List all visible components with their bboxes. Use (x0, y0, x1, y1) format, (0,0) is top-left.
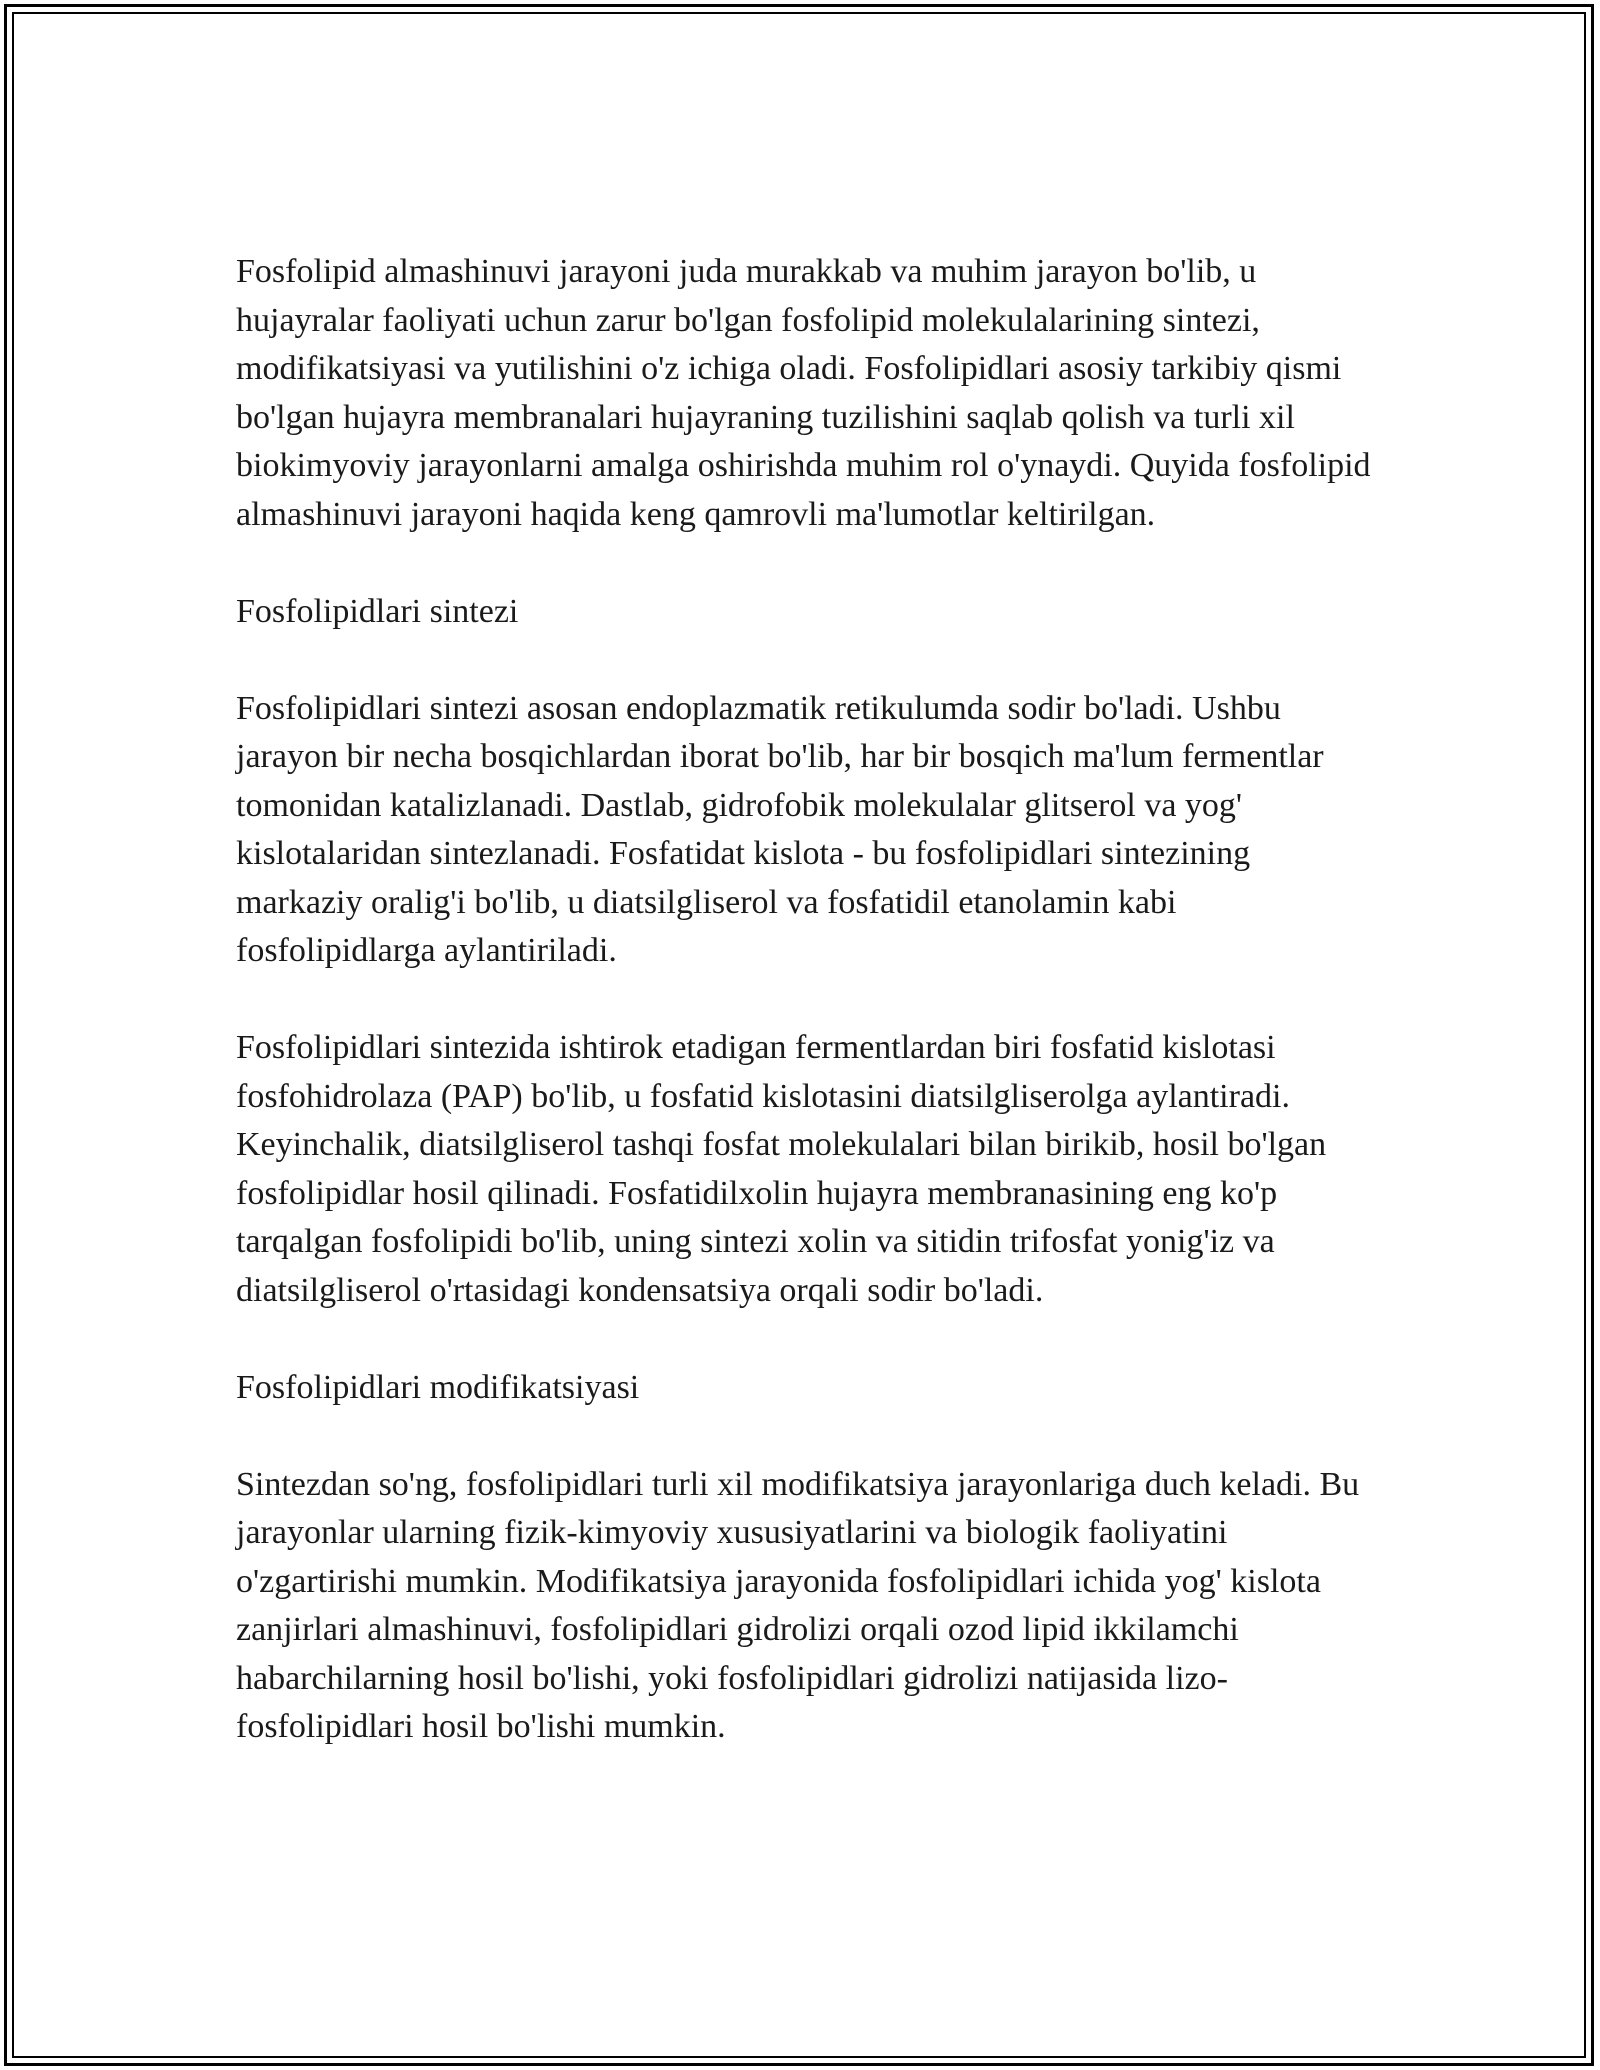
synthesis-paragraph-1: Fosfolipidlari sintezi asosan endoplazmatik retikulumda sodir bo'ladi. Ushbu jarayon bir necha bosqichlardan iborat bo'lib, har bir bosqich ma'lum fermentlar tomonidan katalizlanadi. Dastlab, gidrofobik molekulalar glitserol va yog' kislotalaridan sintezlanadi. Fosfatidat kislota - bu fosfolipidlari sintezining markaziy oralig'i bo'lib, u diatsilgliserol va fosfatidil etanolamin kabi fosfolipidlarga aylantiriladi. (236, 689, 1324, 969)
section-heading-synthesis: Fosfolipidlari sintezi (236, 592, 519, 630)
document-body (236, 248, 1376, 1800)
section-heading-modification: Fosfolipidlari modifikatsiyasi (236, 1368, 640, 1406)
synthesis-paragraph-2: Fosfolipidlari sintezida ishtirok etadigan fermentlardan biri fosfatid kislotasi fosfohidrolaza (PAP) bo'lib, u fosfatid kislotasini diatsilgliserolga aylantiradi. Keyinchalik, diatsilgliserol tashqi fosfat molekulalari bilan birikib, hosil bo'lgan fosfolipidlar hosil qilinadi. Fosfatidilxolin hujayra membranasining eng ko'p tarqalgan fosfolipidi bo'lib, uning sintezi xolin va sitidin trifosfat yonig'iz va diatsilgliserol o'rtasidagi kondensatsiya orqali sodir bo'ladi. (236, 1029, 1327, 1309)
intro-paragraph: Fosfolipid almashinuvi jarayoni juda murakkab va muhim jarayon bo'lib, u hujayralar faoliyati uchun zarur bo'lgan fosfolipid molekulalarining sintezi, modifikatsiyasi va yutilishini o'z ichiga oladi. Fosfolipidlari asosiy tarkibiy qismi bo'lgan hujayra membranalari hujayraning tuzilishini saqlab qolish va turli xil biokimyoviy jarayonlarni amalga oshirishda muhim rol o'ynaydi. Quyida fosfolipid almashinuvi jarayoni haqida keng qamrovli ma'lumotlar keltirilgan. (236, 253, 1371, 533)
modification-paragraph-1: Sintezdan so'ng, fosfolipidlari turli xil modifikatsiya jarayonlariga duch keladi. Bu jarayonlar ularning fizik-kimyoviy xususiyatlarini va biologik faoliyatini o'zgartirishi mumkin. Modifikatsiya jarayonida fosfolipidlari ichida yog' kislota zanjirlari almashinuvi, fosfolipidlari gidrolizi orqali ozod lipid ikkilamchi habarchilarning hosil bo'lishi, yoki fosfolipidlari gidrolizi natijasida lizo-fosfolipidlari hosil bo'lishi mumkin. (236, 1465, 1360, 1745)
